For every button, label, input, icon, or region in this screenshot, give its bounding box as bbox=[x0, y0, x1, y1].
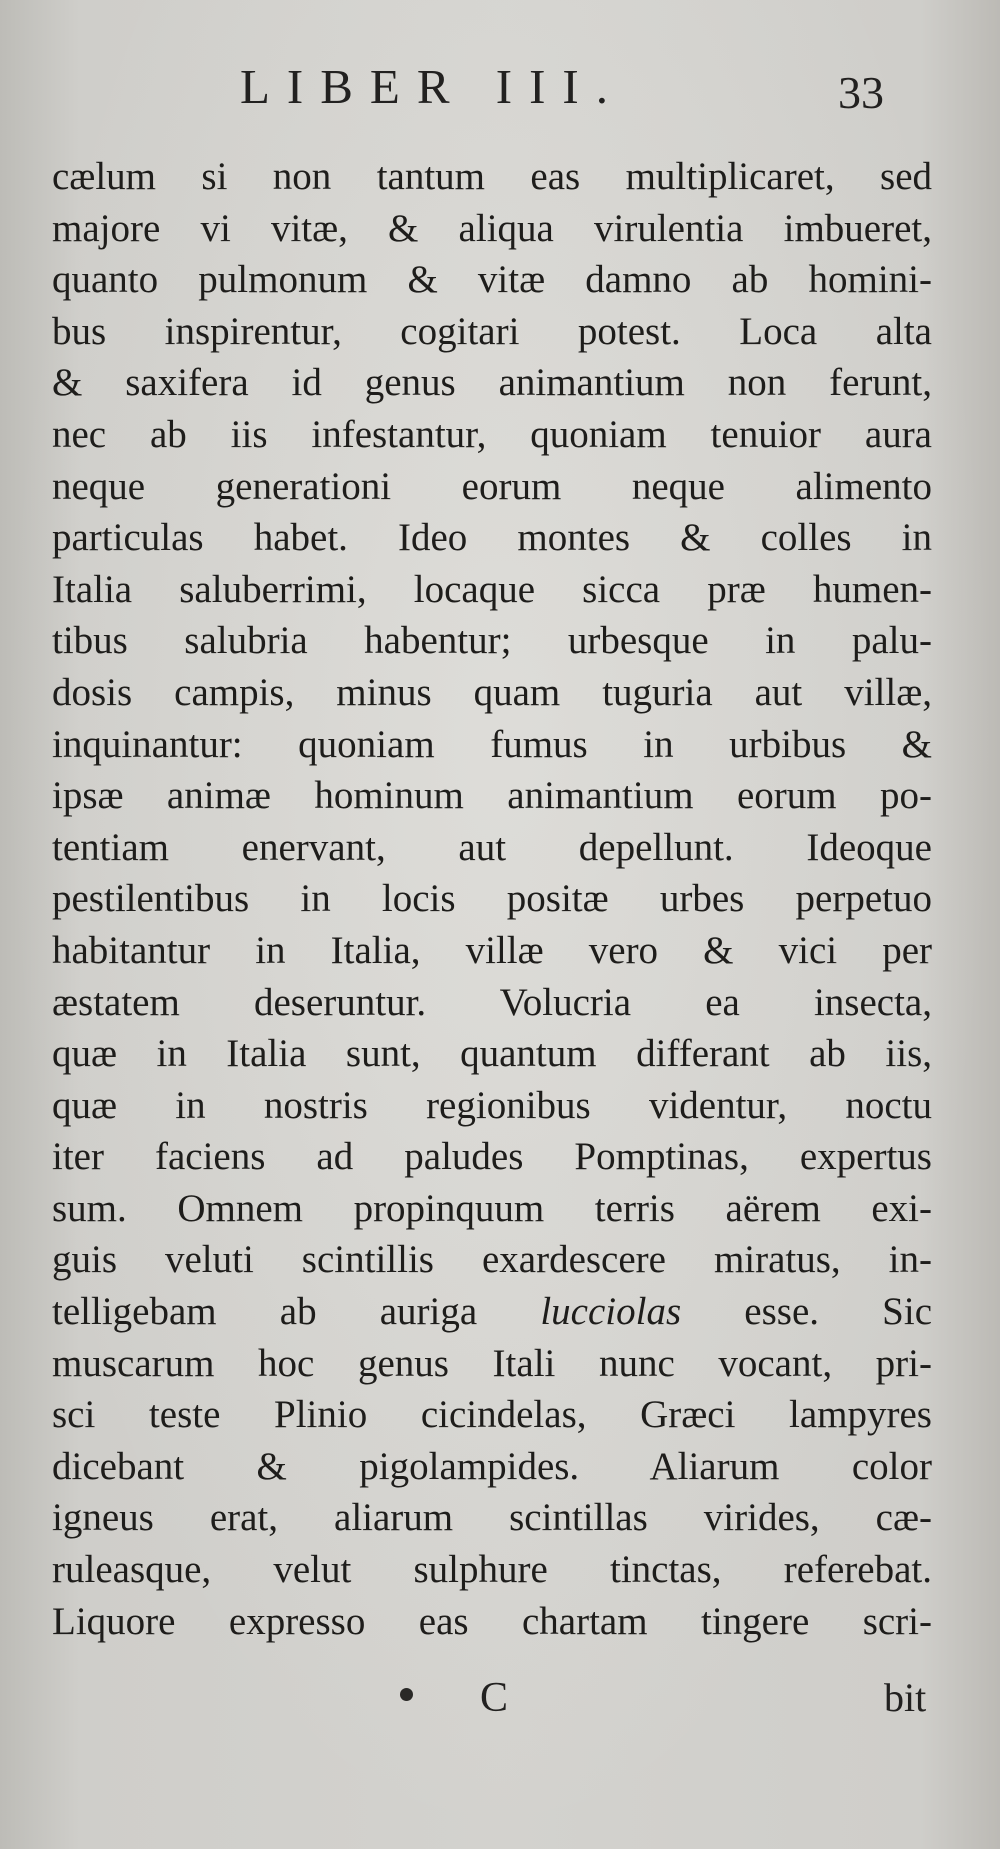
italic-word: lucciolas bbox=[540, 1290, 682, 1334]
page-footer bbox=[0, 1672, 1000, 1732]
text-line: & saxifera id genus animantium non ferunt, bbox=[52, 361, 932, 405]
text-line: quanto pulmonum & vitæ damno ab homini- bbox=[52, 258, 932, 302]
catchword: bit bbox=[884, 1675, 927, 1720]
text-line: neque generationi eorum neque alimento bbox=[52, 464, 932, 508]
text-line: cælum si non tantum eas multiplicaret, sed bbox=[52, 155, 932, 198]
text-line: iter faciens ad paludes Pomptinas, expertus bbox=[52, 1135, 932, 1179]
text-segment: esse. Sic bbox=[744, 1290, 932, 1334]
text-line: muscarum hoc genus Itali nunc vocant, pri- bbox=[52, 1341, 932, 1385]
text-line: guis veluti scintillis exardescere miratus, in- bbox=[52, 1238, 932, 1282]
text-line: dosis campis, minus quam tuguria aut villæ, bbox=[52, 670, 932, 714]
text-line: ipsæ animæ hominum animantium eorum po- bbox=[52, 774, 932, 818]
text-line: pestilentibus in locis positæ urbes perpetuo bbox=[52, 877, 932, 921]
text-line: habitantur in Italia, villæ vero & vici per bbox=[52, 928, 932, 972]
text-line: quæ in nostris regionibus videntur, noctu bbox=[52, 1083, 932, 1127]
text-line: igneus erat, aliarum scintillas virides, cæ- bbox=[52, 1496, 932, 1540]
text-line: particulas habet. Ideo montes & colles in bbox=[52, 516, 932, 560]
text-line: sci teste Plinio cicindelas, Græci lampyres bbox=[52, 1393, 932, 1437]
signature-mark: C bbox=[480, 1675, 509, 1721]
text-line: dicebant & pigolampides. Aliarum color bbox=[52, 1444, 932, 1488]
text-line: Italia saluberrimi, locaque sicca præ humen- bbox=[52, 567, 932, 611]
body-text bbox=[52, 151, 932, 1647]
text-line: bus inspirentur, cogitari potest. Loca alta bbox=[52, 309, 932, 353]
text-line: Liquore expresso eas chartam tingere scri- bbox=[52, 1599, 932, 1643]
bullet-mark bbox=[400, 1688, 413, 1701]
text-line: sum. Omnem propinquum terris aërem exi- bbox=[52, 1186, 932, 1230]
text-line: quæ in Italia sunt, quantum differant ab iis, bbox=[52, 1032, 932, 1076]
text-line: tibus salubria habentur; urbesque in palu- bbox=[52, 619, 932, 663]
text-line: tentiam enervant, aut depellunt. Ideoque bbox=[52, 825, 932, 869]
page-header bbox=[0, 52, 1000, 122]
text-segment: telligebam ab auriga bbox=[52, 1290, 478, 1334]
text-line: ruleasque, velut sulphure tinctas, referebat. bbox=[52, 1548, 932, 1592]
page-number: 33 bbox=[838, 67, 884, 118]
text-line: æstatem deseruntur. Volucria ea insecta, bbox=[52, 980, 932, 1024]
text-line: majore vi vitæ, & aliqua virulentia imbueret, bbox=[52, 206, 932, 250]
text-line: nec ab iis infestantur, quoniam tenuior aura bbox=[52, 412, 932, 456]
running-head: LIBER III. bbox=[240, 59, 625, 114]
text-line-mixed bbox=[52, 1286, 932, 1338]
text-line: inquinantur: quoniam fumus in urbibus & bbox=[52, 722, 932, 766]
